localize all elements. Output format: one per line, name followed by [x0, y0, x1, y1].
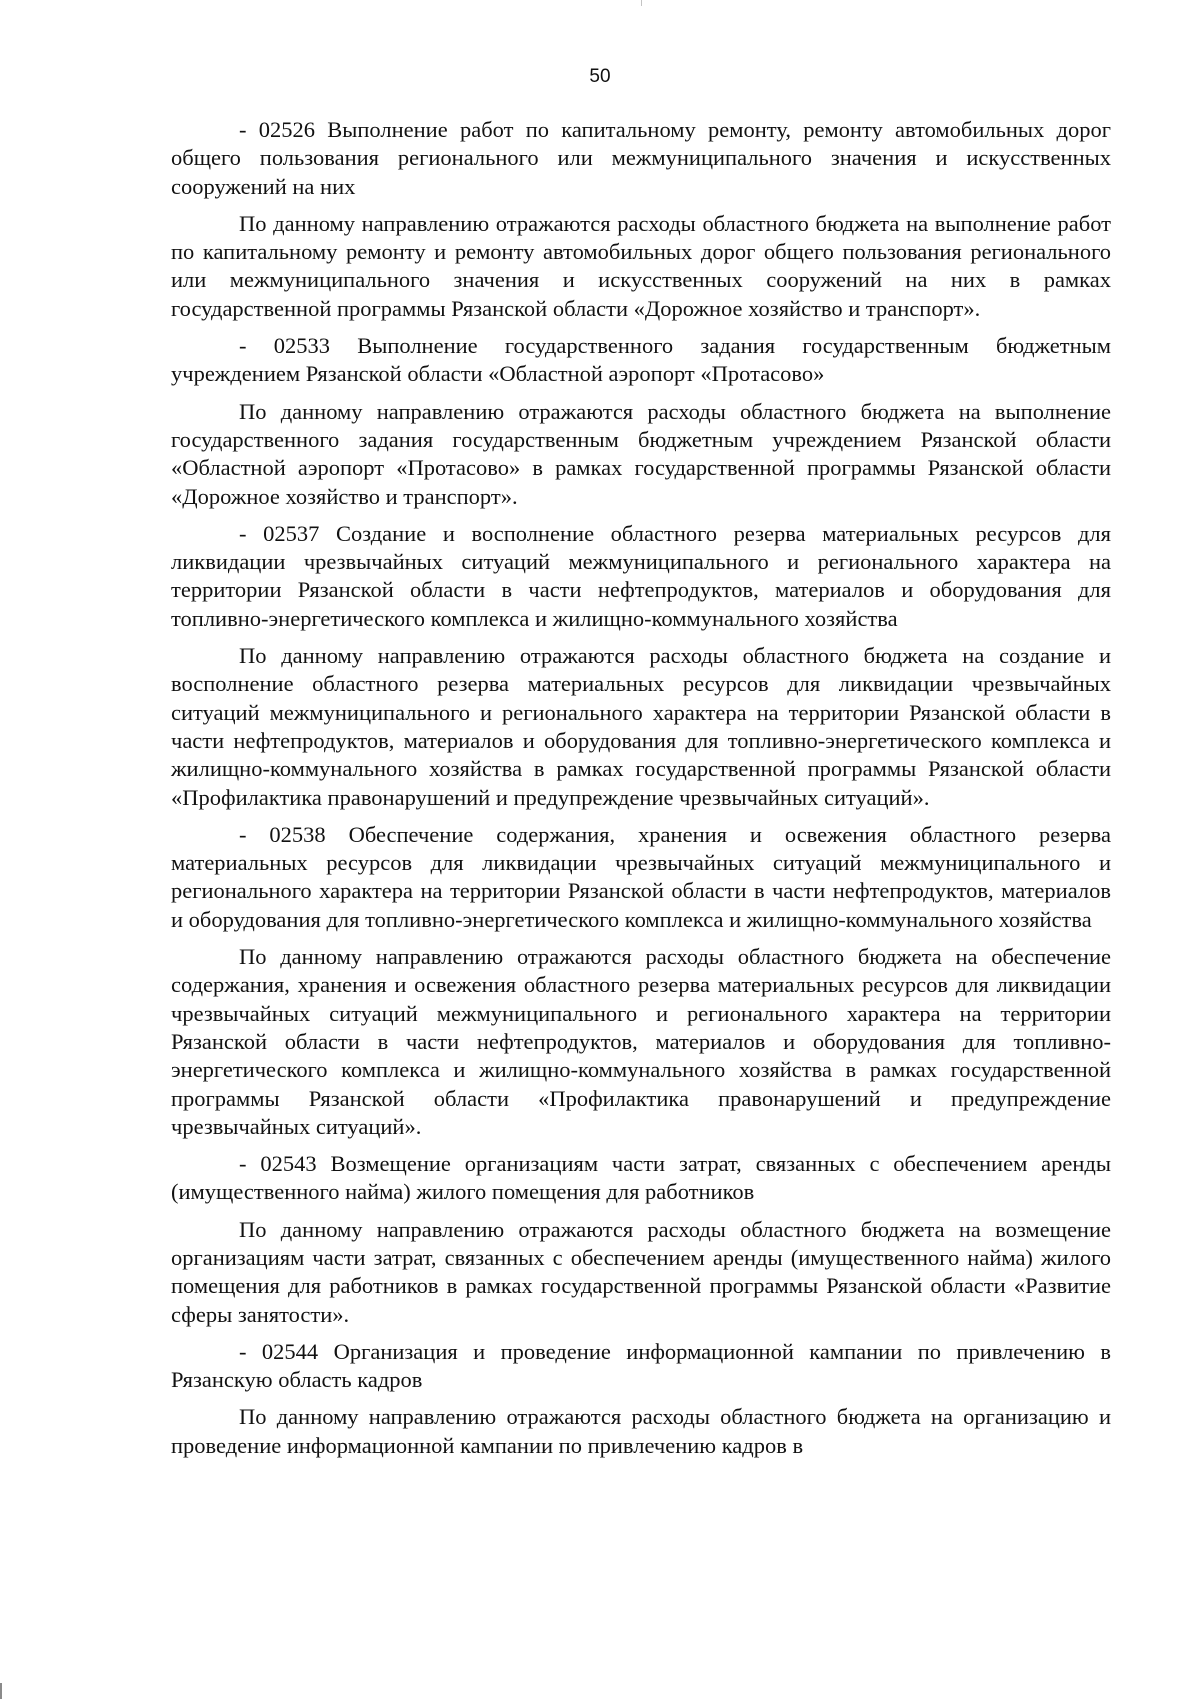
budget-item-description: По данному направлению отражаются расходы областного бюджета на создание и восполнение областного резерва материальных ресурсов для ликвидации чрезвычайных ситуаций межмуниципального и регионального характера на территории Рязанской области в части нефтепродуктов, материалов и оборудования для топливно-энергетического комплекса и жилищно-коммунального хозяйства в рамках государственной программы Рязанской области «Профилактика правонарушений и предупреждение чрезвычайных ситуаций». — [171, 643, 1111, 810]
budget-item-heading: - 02533 Выполнение государственного задания государственным бюджетным учреждением Рязанской области «Областной аэропорт «Протасово» — [171, 333, 1111, 387]
budget-item-description: По данному направлению отражаются расходы областного бюджета на возмещение организациям части затрат, связанных с обеспечением аренды (имущественного найма) жилого помещения для работников в рамках государственной программы Рязанской области «Развитие сферы занятости». — [171, 1216, 1111, 1327]
budget-item-description: По данному направлению отражаются расходы областного бюджета на выполнение государственного задания государственным бюджетным учреждением Рязанской области «Областной аэропорт «Протасово» в рамках государственной программы Рязанской области «Дорожное хозяйство и транспорт». — [171, 398, 1111, 509]
budget-item-heading: - 02543 Возмещение организациям части затрат, связанных с обеспечением аренды (имущественного найма) жилого помещения для работников — [171, 1151, 1111, 1205]
budget-item-heading: - 02537 Создание и восполнение областного резерва материальных ресурсов для ликвидации чрезвычайных ситуаций межмуниципального и регионального характера на территории Рязанской области в части нефтепродуктов, материалов и оборудования для топливно-энергетического комплекса и жилищно-коммунального хозяйства — [171, 520, 1111, 631]
budget-item-heading: - 02538 Обеспечение содержания, хранения и освежения областного резерва материальных ресурсов для ликвидации чрезвычайных ситуаций межмуниципального и регионального характера на территории Рязанской области в части нефтепродуктов, материалов и оборудования для топливно-энергетического комплекса и жилищно-коммунального хозяйства — [171, 821, 1111, 932]
budget-item-description: По данному направлению отражаются расходы областного бюджета на выполнение работ по капитальному ремонту и ремонту автомобильных дорог общего пользования регионального или межмуниципального значения и искусственных сооружений на них в рамках государственной программы Рязанской области «Дорожное хозяйство и транспорт». — [171, 210, 1111, 321]
page-number: 50 — [589, 66, 611, 87]
budget-item-heading: - 02544 Организация и проведение информационной кампании по привлечению в Рязанскую область кадров — [171, 1338, 1111, 1393]
scan-mark — [641, 0, 642, 6]
document-body — [171, 116, 1111, 1460]
budget-item-description: По данному направлению отражаются расходы областного бюджета на обеспечение содержания, хранения и освежения областного резерва материальных ресурсов для ликвидации чрезвычайных ситуаций межмуниципального и регионального характера на территории Рязанской области в части нефтепродуктов, материалов и оборудования для топливно-энергетического комплекса и жилищно-коммунального хозяйства в рамках государственной программы Рязанской области «Профилактика правонарушений и предупреждение чрезвычайных ситуаций». — [171, 944, 1111, 1139]
scan-mark — [0, 1683, 2, 1699]
budget-item-heading: - 02526 Выполнение работ по капитальному ремонту, ремонту автомобильных дорог общего пользования регионального или межмуниципального значения и искусственных сооружений на них — [171, 117, 1111, 199]
budget-item-description: По данному направлению отражаются расходы областного бюджета на организацию и проведение информационной кампании по привлечению кадров в — [171, 1404, 1111, 1458]
